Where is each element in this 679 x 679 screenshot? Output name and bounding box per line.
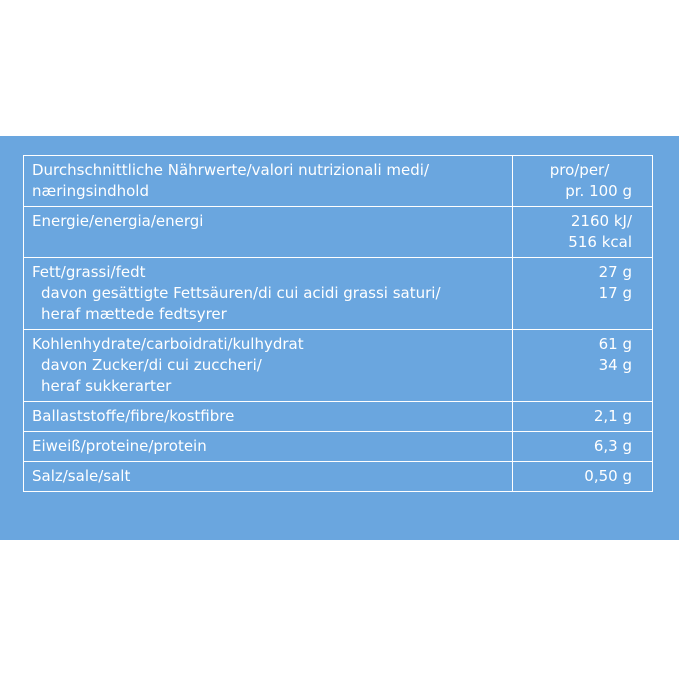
table-row-header [24,156,653,207]
sugars-label-line: davon Zucker/di cui zuccheri/ [41,356,262,374]
saturated-fat-value: 17 g [598,284,632,302]
table-row-carbohydrates [24,330,653,402]
table-row-energy [24,207,653,258]
protein-label: Eiweiß/proteine/protein [32,437,207,455]
table-row-fat [24,258,653,330]
salt-value-cell [513,462,653,492]
carbs-value-cell [513,330,653,402]
fat-value-cell [513,258,653,330]
sugars-value: 34 g [598,356,632,374]
fibre-value-cell [513,402,653,432]
energy-label: Energie/energia/energi [32,212,204,230]
table-row-protein [24,432,653,462]
fat-value: 27 g [598,263,632,281]
header-label-cell [24,156,513,207]
fat-label-cell [24,258,513,330]
energy-value-line: 2160 kJ/ [570,212,632,230]
energy-value-cell [513,207,653,258]
salt-value: 0,50 g [584,467,632,485]
table-row-salt [24,462,653,492]
saturated-fat-label-line: davon gesättigte Fettsäuren/di cui acidi grassi saturi/ [41,284,441,302]
fibre-label-cell [24,402,513,432]
fibre-label: Ballaststoffe/fibre/kostfibre [32,407,235,425]
carbs-label-cell [24,330,513,402]
protein-value-cell [513,432,653,462]
energy-value-line: 516 kcal [568,233,632,251]
table-row-fibre [24,402,653,432]
header-label-line: Durchschnittliche Nährwerte/valori nutrizionali medi/ [32,161,430,179]
protein-value: 6,3 g [593,437,632,455]
saturated-fat-label-line: heraf mættede fedtsyrer [41,305,227,323]
nutrition-panel [0,136,679,540]
header-value-cell [513,156,653,207]
fat-label: Fett/grassi/fedt [32,263,146,281]
fibre-value: 2,1 g [593,407,632,425]
salt-label-cell [24,462,513,492]
carbs-value: 61 g [598,335,632,353]
header-value-line: pr. 100 g [565,182,632,200]
header-label-line: næringsindhold [32,182,149,200]
sugars-label-line: heraf sukkerarter [41,377,172,395]
protein-label-cell [24,432,513,462]
nutrition-table [23,155,653,492]
energy-label-cell [24,207,513,258]
salt-label: Salz/sale/salt [32,467,131,485]
header-value-line: pro/per/ [549,161,610,179]
carbs-label: Kohlenhydrate/carboidrati/kulhydrat [32,335,304,353]
